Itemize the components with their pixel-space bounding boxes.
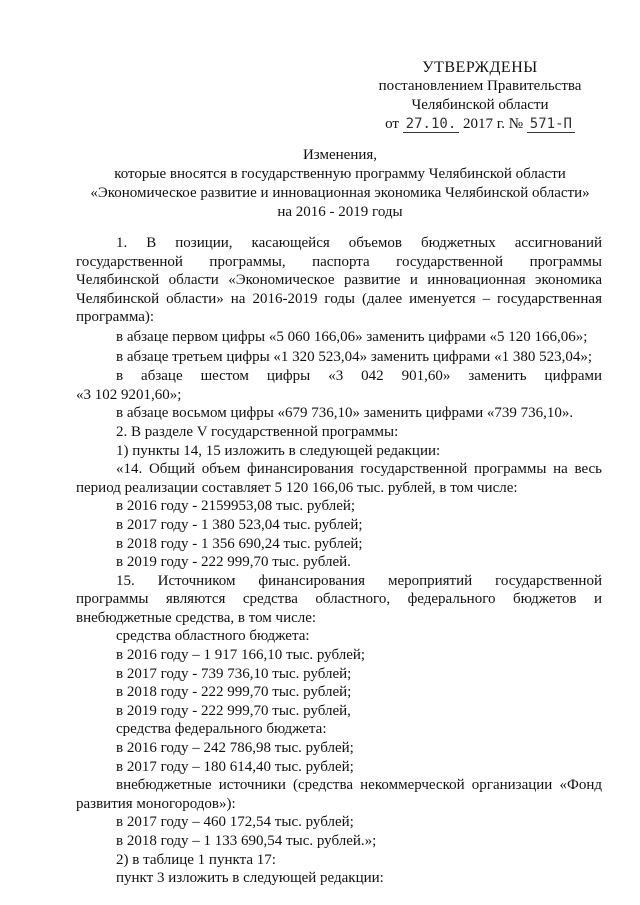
abzac-6-line-2: «3 102 9201,60»; <box>76 386 182 403</box>
p15-line-1: 15. Источником финансирования мероприятий государственной <box>116 572 602 589</box>
p15-line-3: внебюджетные средства, в том числе: <box>76 609 317 626</box>
p14-line-1: «14. Общий объем финансирования государственной программы на весь <box>116 461 602 478</box>
title-line-1: Изменения, <box>302 147 378 163</box>
regional-2019: в 2019 году - 222 999,70 тыс. рублей, <box>116 702 351 719</box>
title-line-3: «Экономическое развитие и инновационная экономика Челябинской области» <box>90 185 590 201</box>
federal-2017: в 2017 году – 180 614,40 тыс. рублей; <box>116 758 354 775</box>
p1-line-3: Челябинской области «Экономическое развитие и инновационная экономика <box>76 272 602 289</box>
section-2-item-2: 2) в таблице 1 пункта 17: <box>116 851 276 868</box>
p14-line-2: период реализации составляет 5 120 166,06 тыс. рублей, в том числе: <box>76 479 518 496</box>
abzac-3: в абзаце третьем цифры «1 320 523,04» заменить цифрами «1 380 523,04»; <box>116 348 592 365</box>
p1-line-1: 1. В позиции, касающейся объемов бюджетных ассигнований <box>116 235 602 251</box>
item-3-intro: пункт 3 изложить в следующей редакции: <box>116 870 384 887</box>
extrabudget-line-1: внебюджетные источники (средства некоммерческой организации «Фонд <box>116 777 602 794</box>
total-2016: в 2016 году - 2159953,08 тыс. рублей; <box>116 498 356 515</box>
p1-line-2: государственной программы, паспорта государственной программы <box>76 253 602 270</box>
approval-date-line <box>360 115 600 134</box>
total-2017: в 2017 году - 1 380 523,04 тыс. рублей; <box>116 516 363 533</box>
date-year: 2017 г. № <box>463 116 524 132</box>
approval-block <box>360 58 600 134</box>
approval-line-2: Челябинской области <box>411 97 549 113</box>
p1-line-5: программа): <box>76 309 155 326</box>
date-prefix: от <box>385 116 399 132</box>
section-2: 2. В разделе V государственной программы: <box>116 423 399 440</box>
document-title <box>60 146 620 222</box>
document-body <box>76 234 602 888</box>
section-2-item-1: 1) пункты 14, 15 изложить в следующей редакции: <box>116 442 441 459</box>
extrabudget-2018: в 2018 году – 1 133 690,54 тыс. рублей.»; <box>116 833 377 849</box>
approval-heading: УТВЕРЖДЕНЫ <box>422 59 538 76</box>
total-2019: в 2019 году - 222 999,70 тыс. рублей. <box>116 554 351 571</box>
title-line-2: которые вносятся в государственную программу Челябинской области <box>114 166 566 182</box>
extrabudget-line-2: развития моногородов»): <box>76 795 236 812</box>
abzac-8: в абзаце восьмом цифры «679 736,10» заменить цифрами «739 736,10». <box>116 405 574 422</box>
abzac-1: в абзаце первом цифры «5 060 166,06» заменить цифрами «5 120 166,06»; <box>116 328 588 345</box>
handwritten-number: 571-П <box>527 116 575 133</box>
federal-2016: в 2016 году – 242 786,98 тыс. рублей; <box>116 740 354 757</box>
regional-2017: в 2017 году - 739 736,10 тыс. рублей; <box>116 665 352 682</box>
regional-2018: в 2018 году - 222 999,70 тыс. рублей; <box>116 684 352 701</box>
handwritten-date: 27.10. <box>403 116 460 133</box>
p1-line-4: Челябинской области» на 2016-2019 годы (далее именуется – государственная <box>76 290 602 307</box>
regional-budget-heading: средства областного бюджета: <box>116 628 310 645</box>
extrabudget-2017: в 2017 году – 460 172,54 тыс. рублей; <box>116 814 354 831</box>
approval-line-1: постановлением Правительства <box>378 78 582 94</box>
abzac-6-line-1: в абзаце шестом цифры «3 042 901,60» заменить цифрами <box>116 368 602 385</box>
federal-budget-heading: средства федерального бюджета: <box>116 721 327 738</box>
title-line-4: на 2016 - 2019 годы <box>277 204 403 220</box>
p15-line-2: программы являются средства областного, федерального бюджетов и <box>76 591 602 608</box>
regional-2016: в 2016 году – 1 917 166,10 тыс. рублей; <box>116 647 366 664</box>
total-2018: в 2018 году - 1 356 690,24 тыс. рублей; <box>116 535 363 552</box>
